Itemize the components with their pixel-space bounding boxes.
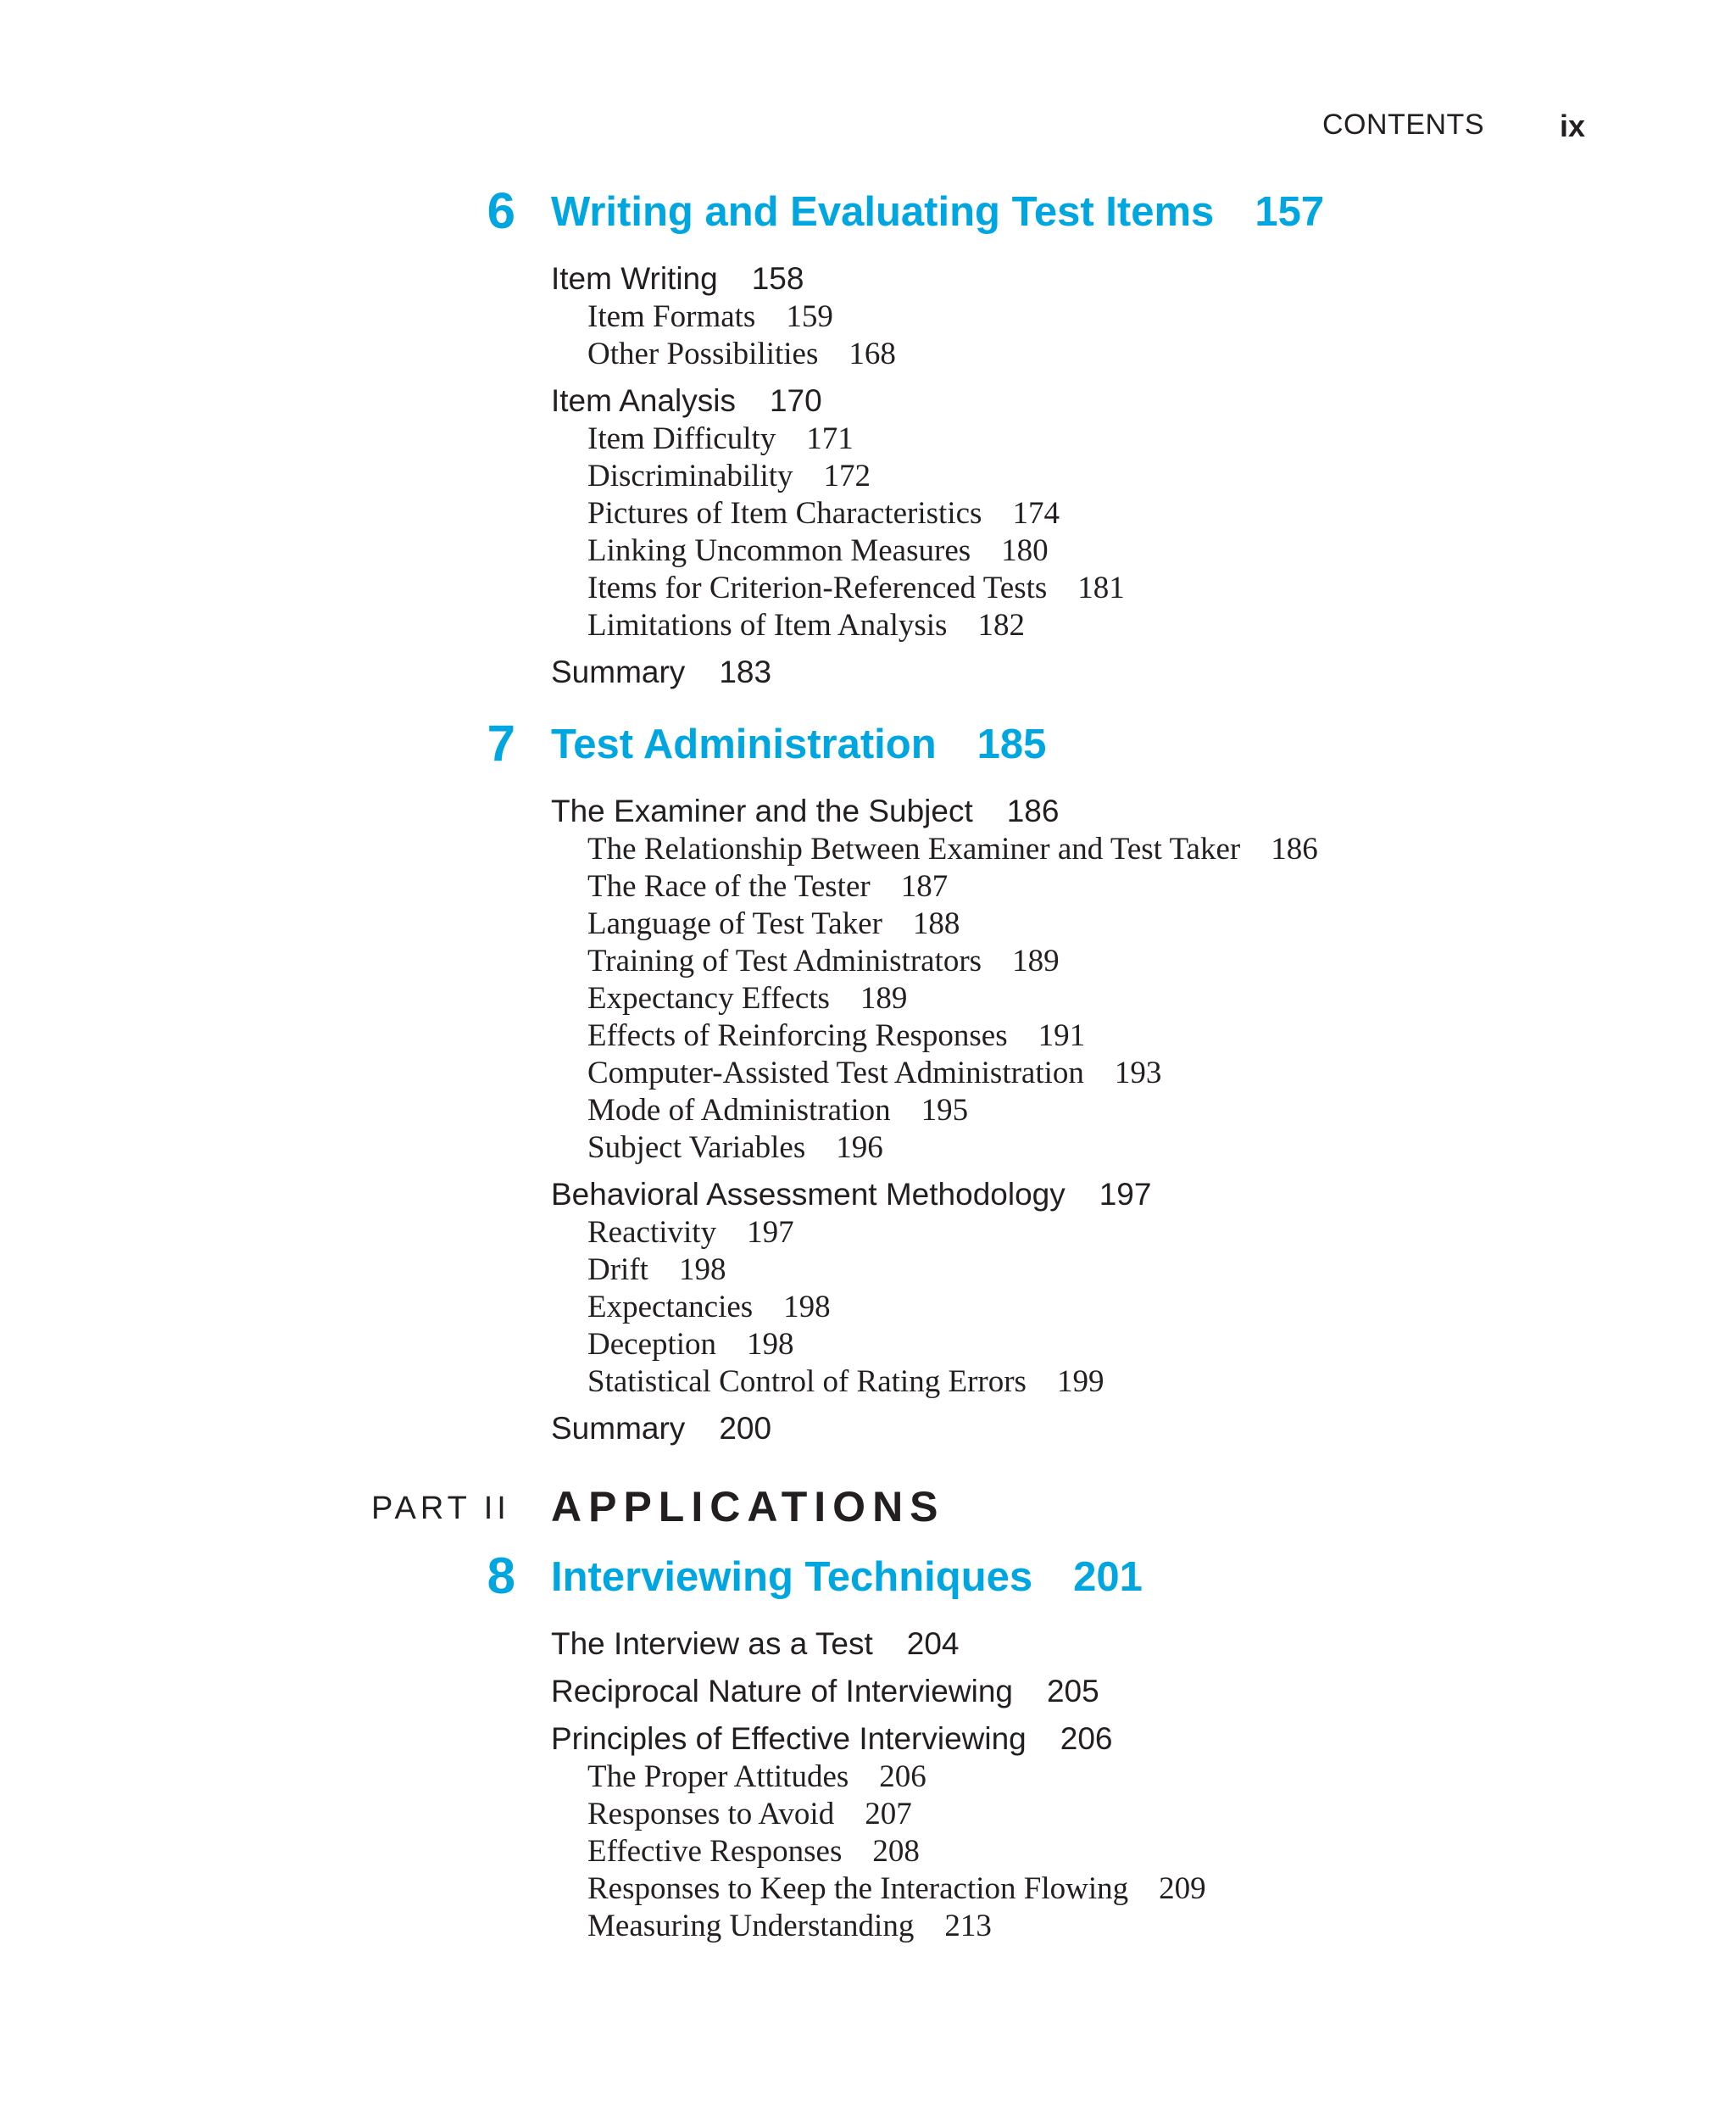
chapter-page: 201 bbox=[1073, 1554, 1143, 1600]
toc-subsection[interactable] bbox=[587, 1326, 1661, 1363]
toc-subsection[interactable] bbox=[587, 1289, 1661, 1326]
toc-subsection[interactable] bbox=[587, 868, 1661, 906]
toc-subsection[interactable] bbox=[587, 1055, 1661, 1092]
subsection-title: Responses to Keep the Interaction Flowing bbox=[587, 1871, 1129, 1906]
subsection-title: Deception bbox=[587, 1327, 717, 1362]
toc-subsection[interactable] bbox=[587, 458, 1661, 495]
toc-section[interactable] bbox=[551, 792, 1661, 831]
toc-subsection[interactable] bbox=[587, 298, 1661, 336]
section-page: 206 bbox=[1060, 1721, 1113, 1756]
chapter-page: 185 bbox=[976, 722, 1047, 767]
subsection-title: Items for Criterion-Referenced Tests bbox=[587, 571, 1048, 605]
subsection-page: 198 bbox=[678, 1252, 726, 1287]
subsection-title: Expectancy Effects bbox=[587, 981, 830, 1016]
subsection-page: 196 bbox=[836, 1130, 883, 1165]
toc-subsection[interactable] bbox=[587, 831, 1661, 868]
subsection-title: Item Difficulty bbox=[587, 421, 776, 456]
subsection-page: 206 bbox=[879, 1759, 926, 1794]
chapter-page: 157 bbox=[1255, 189, 1325, 235]
toc-section[interactable] bbox=[551, 1672, 1661, 1711]
subsection-title: Item Formats bbox=[587, 299, 756, 334]
chapter-number: 7 bbox=[487, 715, 515, 772]
subsection-page: 180 bbox=[1001, 533, 1049, 568]
subsection-page: 198 bbox=[747, 1327, 794, 1362]
toc-subsection[interactable] bbox=[587, 607, 1661, 644]
section-title: Item Writing bbox=[551, 261, 718, 296]
subsection-page: 195 bbox=[921, 1093, 969, 1128]
subsection-page: 199 bbox=[1056, 1364, 1104, 1399]
subsection-title: Training of Test Administrators bbox=[587, 944, 982, 978]
subsection-title: Linking Uncommon Measures bbox=[587, 533, 971, 568]
subsection-page: 188 bbox=[912, 906, 960, 941]
subsection-title: Limitations of Item Analysis bbox=[587, 608, 948, 643]
running-head bbox=[1322, 109, 1585, 151]
subsection-page: 168 bbox=[849, 337, 896, 371]
running-head-label: CONTENTS bbox=[1322, 109, 1484, 141]
chapter-7 bbox=[475, 717, 1661, 1448]
chapter-number: 8 bbox=[487, 1547, 515, 1604]
subsection-page: 187 bbox=[900, 869, 949, 904]
subsection-page: 172 bbox=[823, 459, 871, 493]
chapter-heading bbox=[475, 717, 1661, 783]
subsection-page: 159 bbox=[786, 299, 833, 334]
toc-section[interactable] bbox=[551, 1625, 1661, 1664]
chapter-8 bbox=[475, 1547, 1661, 1945]
toc-subsection[interactable] bbox=[587, 1833, 1661, 1870]
section-title: Principles of Effective Interviewing bbox=[551, 1721, 1027, 1756]
page-number: ix bbox=[1559, 109, 1585, 143]
subsection-page: 197 bbox=[747, 1215, 794, 1250]
toc-subsection[interactable] bbox=[587, 1129, 1661, 1167]
subsection-title: Responses to Avoid bbox=[587, 1797, 835, 1831]
section-title: Summary bbox=[551, 655, 686, 689]
subsection-title: Language of Test Taker bbox=[587, 906, 882, 941]
subsection-page: 181 bbox=[1077, 571, 1125, 605]
toc-section[interactable] bbox=[551, 1175, 1661, 1214]
subsection-title: Subject Variables bbox=[587, 1130, 806, 1165]
toc-section[interactable] bbox=[551, 653, 1661, 692]
subsection-page: 182 bbox=[977, 608, 1025, 643]
toc-section[interactable] bbox=[551, 1720, 1661, 1759]
subsection-title: Discriminability bbox=[587, 459, 793, 493]
subsection-title: Statistical Control of Rating Errors bbox=[587, 1364, 1027, 1399]
toc-subsection[interactable] bbox=[587, 336, 1661, 373]
chapter-heading bbox=[475, 182, 1661, 251]
toc-subsection[interactable] bbox=[587, 421, 1661, 458]
subsection-page: 186 bbox=[1271, 832, 1318, 867]
toc-subsection[interactable] bbox=[587, 1759, 1661, 1796]
subsection-page: 189 bbox=[860, 981, 908, 1016]
subsection-title: Mode of Administration bbox=[587, 1093, 891, 1128]
chapter-6 bbox=[475, 182, 1661, 692]
subsection-title: Computer-Assisted Test Administration bbox=[587, 1056, 1084, 1090]
section-page: 170 bbox=[769, 383, 822, 418]
toc-subsection[interactable] bbox=[587, 906, 1661, 943]
section-page: 197 bbox=[1099, 1177, 1152, 1212]
toc-subsection[interactable] bbox=[587, 943, 1661, 980]
subsection-title: Effects of Reinforcing Responses bbox=[587, 1018, 1008, 1053]
toc-subsection[interactable] bbox=[587, 495, 1661, 532]
toc-section[interactable] bbox=[551, 382, 1661, 421]
subsection-page: 174 bbox=[1012, 496, 1060, 531]
toc-subsection[interactable] bbox=[587, 532, 1661, 570]
chapter-number: 6 bbox=[487, 182, 515, 239]
section-page: 200 bbox=[719, 1411, 772, 1446]
chapter-title: Interviewing Techniques bbox=[551, 1554, 1033, 1600]
subsection-page: 198 bbox=[783, 1290, 831, 1324]
toc-subsection[interactable] bbox=[587, 1092, 1661, 1129]
subsection-title: Pictures of Item Characteristics bbox=[587, 496, 982, 531]
subsection-page: 209 bbox=[1159, 1871, 1206, 1906]
part-title: APPLICATIONS bbox=[551, 1483, 945, 1530]
toc-subsection[interactable] bbox=[587, 1017, 1661, 1055]
section-page: 186 bbox=[1006, 794, 1060, 828]
chapter-title-link[interactable] bbox=[551, 1553, 1143, 1601]
toc-subsection[interactable] bbox=[587, 1251, 1661, 1289]
subsection-page: 191 bbox=[1038, 1018, 1086, 1053]
subsection-title: The Race of the Tester bbox=[587, 869, 871, 904]
toc-section[interactable] bbox=[551, 1409, 1661, 1448]
subsection-page: 189 bbox=[1012, 944, 1060, 978]
chapter-title-link[interactable] bbox=[551, 188, 1324, 236]
subsection-page: 207 bbox=[865, 1797, 912, 1831]
subsection-title: Reactivity bbox=[587, 1215, 717, 1250]
toc-subsection[interactable] bbox=[587, 570, 1661, 607]
subsection-page: 193 bbox=[1114, 1056, 1162, 1090]
section-title: Reciprocal Nature of Interviewing bbox=[551, 1674, 1013, 1708]
part-label: PART II bbox=[371, 1491, 510, 1526]
toc-section[interactable] bbox=[551, 259, 1661, 298]
subsection-page: 171 bbox=[806, 421, 854, 456]
part-heading bbox=[371, 1482, 1558, 1541]
section-page: 158 bbox=[751, 261, 804, 296]
section-title: Summary bbox=[551, 1411, 686, 1446]
toc-subsection[interactable] bbox=[587, 1796, 1661, 1833]
chapter-heading bbox=[475, 1547, 1661, 1616]
subsection-title: Effective Responses bbox=[587, 1834, 843, 1869]
subsection-title: The Proper Attitudes bbox=[587, 1759, 849, 1794]
toc-subsection[interactable] bbox=[587, 1908, 1661, 1945]
toc-subsection[interactable] bbox=[587, 1870, 1661, 1908]
toc-subsection[interactable] bbox=[587, 1214, 1661, 1251]
section-title: The Examiner and the Subject bbox=[551, 794, 973, 828]
section-title: Item Analysis bbox=[551, 383, 736, 418]
chapter-title: Writing and Evaluating Test Items bbox=[551, 189, 1215, 235]
subsection-page: 213 bbox=[944, 1909, 992, 1943]
subsection-title: The Relationship Between Examiner and Test Taker bbox=[587, 832, 1241, 867]
toc-subsection[interactable] bbox=[587, 1363, 1661, 1401]
subsection-title: Drift bbox=[587, 1252, 648, 1287]
section-page: 204 bbox=[906, 1626, 960, 1661]
section-page: 183 bbox=[719, 655, 772, 689]
chapter-title-link[interactable] bbox=[551, 721, 1046, 768]
subsection-title: Expectancies bbox=[587, 1290, 754, 1324]
toc-subsection[interactable] bbox=[587, 980, 1661, 1017]
section-page: 205 bbox=[1046, 1674, 1099, 1708]
subsection-title: Measuring Understanding bbox=[587, 1909, 915, 1943]
subsection-title: Other Possibilities bbox=[587, 337, 819, 371]
section-title: Behavioral Assessment Methodology bbox=[551, 1177, 1066, 1212]
chapter-title: Test Administration bbox=[551, 722, 937, 767]
subsection-page: 208 bbox=[872, 1834, 920, 1869]
section-title: The Interview as a Test bbox=[551, 1626, 873, 1661]
